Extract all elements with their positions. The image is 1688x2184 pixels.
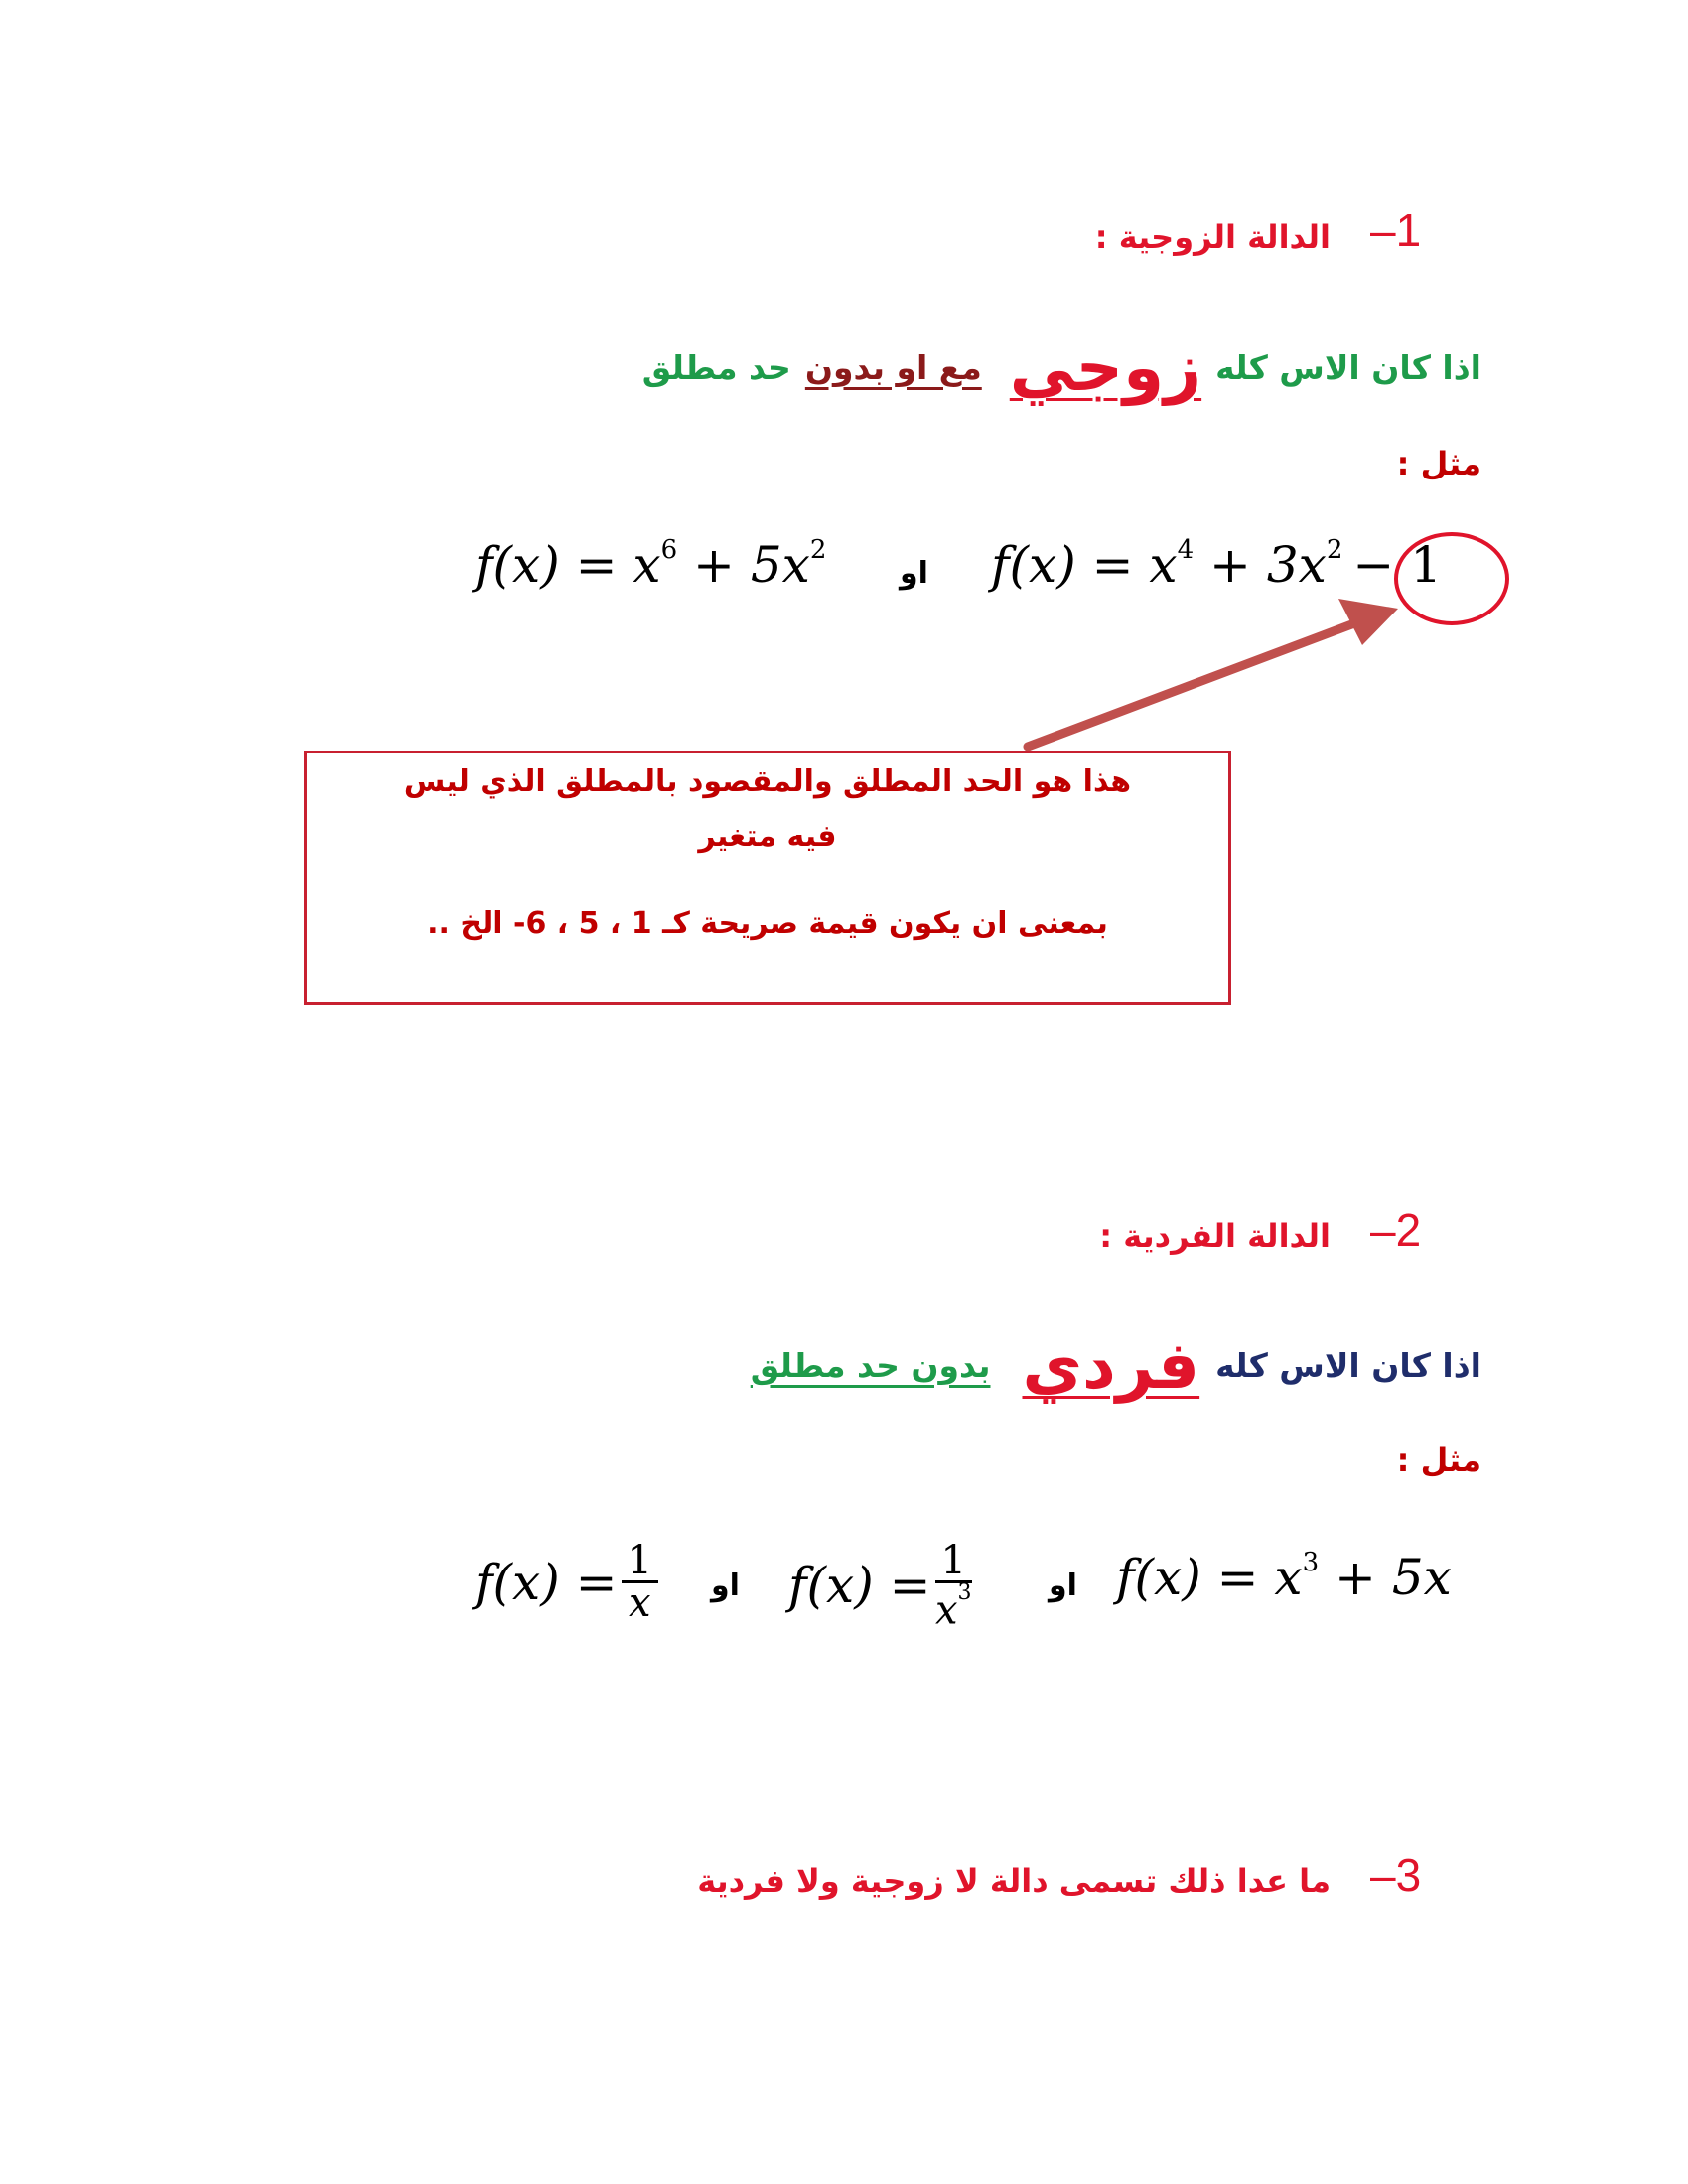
section-1-title: الدالة الزوجية : <box>1094 218 1331 256</box>
fraction: $\frac{1}{x^3}$ <box>934 1538 972 1634</box>
section-2-number: –2 <box>1370 1204 1422 1256</box>
example-label-1: مثل : <box>1396 445 1481 482</box>
note-line-3: بمعنى ان يكون قيمة صريحة كـ 1 ، 5 ، 6- الخ .. <box>427 906 1108 941</box>
with-or-without: مع او بدون <box>804 347 982 387</box>
odd-keyword: فردي <box>1022 1326 1200 1404</box>
without-absolute-term: بدون حد مطلق <box>750 1345 991 1385</box>
or-word-1: او <box>900 556 928 591</box>
even-example-equation-1: $f(x) = x^6 + 5x^2$ <box>475 535 827 594</box>
absolute-term-label: حد مطلق <box>641 347 791 387</box>
note-line-2: فيه متغير <box>698 819 837 854</box>
section-3-number: –3 <box>1370 1849 1422 1901</box>
arrow-shaft <box>1028 617 1370 747</box>
note-line-1: هذا هو الحد المطلق والمقصود بالمطلق الذي ليس <box>403 764 1132 799</box>
section-3-text: ما عدا ذلك تسمى دالة لا زوجية ولا فردية <box>697 1862 1331 1900</box>
rule-prefix: اذا كان الاس كله <box>1215 347 1481 387</box>
or-word-3: او <box>1049 1569 1077 1603</box>
example-label-2: مثل : <box>1396 1441 1481 1479</box>
highlight-circle <box>1396 534 1507 623</box>
rule-prefix: اذا كان الاس كله <box>1215 1345 1481 1385</box>
even-keyword: زوجي <box>1009 329 1202 406</box>
section-1-number: –1 <box>1370 205 1422 256</box>
odd-rule-line <box>751 1320 1481 1410</box>
dash: – <box>1370 1204 1396 1256</box>
odd-example-equation-1: f(x) = $\frac{1}{x}$ <box>475 1541 662 1623</box>
odd-example-equation-2: f(x) = $\frac{1}{x^3}$ <box>788 1538 972 1634</box>
or-word-2: او <box>711 1569 740 1603</box>
dash: – <box>1370 1849 1396 1901</box>
odd-example-equation-3: $f(x) = x^3 + 5x$ <box>1116 1548 1452 1606</box>
dash: – <box>1370 205 1396 256</box>
section-2-title: الدالة الفردية : <box>1099 1217 1331 1255</box>
even-example-equation-2: $f(x) = x^4 + 3x^2 - 1$ <box>991 535 1443 594</box>
fraction: $\frac{1}{x}$ <box>622 1541 658 1623</box>
absolute-term: − 1 <box>1352 536 1443 594</box>
